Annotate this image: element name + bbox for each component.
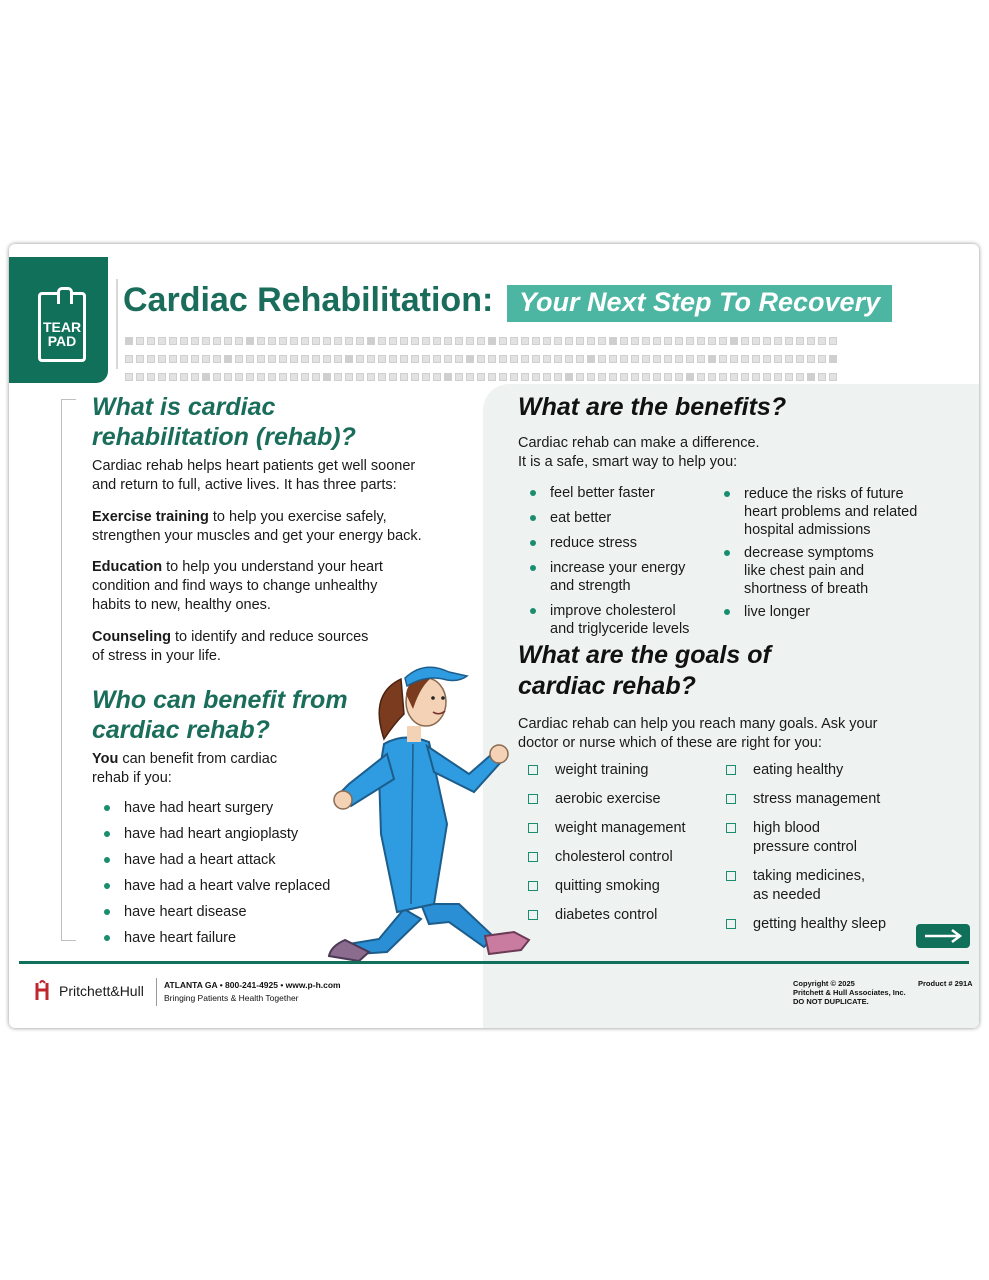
list-item: have heart failure [92,929,392,947]
list-item: reduce the risks of future heart problems and related hospital admissions [712,485,952,539]
checklist-item [528,848,718,867]
checkbox-icon[interactable] [528,823,538,833]
checkbox-icon[interactable] [726,765,736,775]
logo-line-2: PAD [47,333,77,349]
goals-checklist-column-1 [528,761,718,935]
checklist-item-label: high blood pressure control [753,820,857,855]
checklist-item-label: stress management [753,791,881,807]
pritchett-hull-logo-icon [34,979,58,1001]
checklist-item-label: aerobic exercise [555,791,661,807]
counseling-paragraph: Counseling to identify and reduce sources of stress in your life. [92,629,369,664]
list-item: have had heart surgery [92,799,392,817]
checklist-item [528,877,718,896]
next-page-arrow-button[interactable] [916,924,970,948]
benefits-list-column-1 [518,484,718,645]
goals-checklist-column-2 [726,761,946,944]
education-paragraph: Education to help you understand your heart condition and find ways to change unhealthy habits to new, healthy ones. [92,559,383,613]
checkbox-icon[interactable] [528,881,538,891]
exercise-paragraph: Exercise training to help you exercise safely, strengthen your muscles and get your energy back. [92,509,422,544]
list-item: feel better faster [518,484,718,502]
checklist-item [726,819,946,857]
tear-pad-icon [38,292,86,362]
checklist-item [528,906,718,925]
checklist-item-label: eating healthy [753,762,844,778]
footer-product-number: Product # 291A [918,979,973,988]
goals-intro: Cardiac rehab can help you reach many goals. Ask your doctor or nurse which of these are right for you: [518,716,878,751]
checklist-item-label: taking medicines, as needed [753,868,866,903]
tear-pad-logo [9,257,108,383]
checkbox-icon[interactable] [528,910,538,920]
checkbox-icon[interactable] [528,794,538,804]
checkbox-icon[interactable] [726,871,736,881]
list-item: decrease symptoms like chest pain and shortness of breath [712,544,952,598]
list-item: have had heart angioplasty [92,825,392,843]
checklist-item [528,761,718,780]
footer-tagline: Bringing Patients & Health Together [164,993,299,1003]
checkbox-icon[interactable] [726,823,736,833]
list-item: have heart disease [92,903,392,921]
checklist-item [726,790,946,809]
list-item: live longer [712,603,952,621]
footer-brand: Pritchett&Hull [59,983,144,999]
goals-heading: What are the goals of cardiac rehab? [518,641,771,700]
header-divider [116,279,118,369]
benefits-list-column-2 [712,485,952,626]
walking-woman-illustration [309,654,539,969]
list-item: have had a heart attack [92,851,392,869]
checklist-item-label: weight training [555,762,649,778]
footer-brand-divider [156,978,157,1006]
who-intro-paragraph: You can benefit from cardiac rehab if you: [92,751,278,786]
list-item: increase your energy and strength [518,559,718,595]
checklist-item-label: diabetes control [555,907,658,923]
what-is-heading: What is cardiac rehabilitation (rehab)? [92,393,356,451]
checkbox-icon[interactable] [528,852,538,862]
checklist-item-label: weight management [555,820,686,836]
checklist-item-label: getting healthy sleep [753,916,887,932]
intro-paragraph: Cardiac rehab helps heart patients get well sooner and return to full, active lives. It has three parts: [92,458,416,493]
benefits-intro: Cardiac rehab can make a difference. It is a safe, smart way to help you: [518,435,760,470]
arrow-right-icon [916,924,970,948]
page-subtitle: Your Next Step To Recovery [507,285,892,322]
decorative-dot-grid [125,335,849,375]
logo-line-1: TEAR [42,319,82,335]
checklist-item [528,819,718,838]
checklist-item [726,867,946,905]
list-item: improve cholesterol and triglyceride levels [518,602,718,638]
checklist-item-label: quitting smoking [555,878,660,894]
checkbox-icon[interactable] [726,794,736,804]
list-item: eat better [518,509,718,527]
benefits-heading: What are the benefits? [518,393,787,421]
checklist-item [528,790,718,809]
list-item: have had a heart valve replaced [92,877,392,895]
checkbox-icon[interactable] [726,919,736,929]
left-bracket-divider [61,399,76,941]
tear-pad-card [9,244,979,1028]
list-item: reduce stress [518,534,718,552]
footer-divider [19,961,969,964]
who-benefits-heading: Who can benefit from cardiac rehab? [92,686,348,744]
checklist-item [726,915,946,934]
checkbox-icon[interactable] [528,765,538,775]
checklist-item [726,761,946,780]
page-title: Cardiac Rehabilitation: [123,281,494,319]
footer-copyright: Copyright © 2025 Pritchett & Hull Associates, Inc. DO NOT DUPLICATE. [793,979,906,1006]
checklist-item-label: cholesterol control [555,849,673,865]
footer-address: ATLANTA GA • 800-241-4925 • www.p-h.com [164,980,341,990]
